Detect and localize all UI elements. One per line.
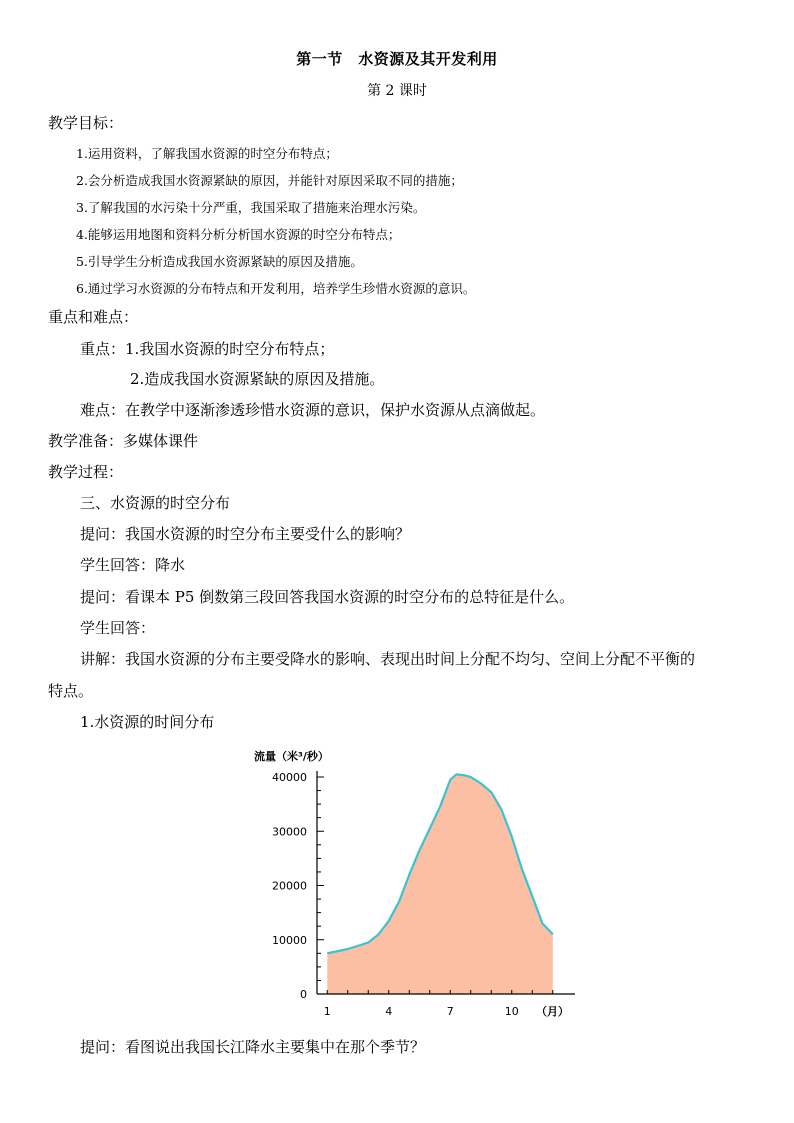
- answer-2: 学生回答：: [80, 619, 156, 637]
- goal-item: 1.运用资料，了解我国水资源的时空分布特点；: [76, 146, 338, 161]
- key-point-1: 重点：1.我国水资源的时空分布特点；: [80, 340, 335, 358]
- goal-item: 6.通过学习水资源的分布特点和开发利用，培养学生珍惜水资源的意识。: [76, 281, 476, 296]
- page-title: 第一节 水资源及其开发利用: [296, 50, 498, 68]
- goal-item: 5.引导学生分析造成我国水资源紧缺的原因及措施。: [76, 254, 363, 269]
- x-tick-label: 7: [446, 1005, 454, 1018]
- y-tick-label: 30000: [272, 825, 307, 839]
- y-tick-label: 0: [300, 988, 307, 1001]
- time-distribution-heading: 1.水资源的时间分布: [80, 713, 215, 731]
- river-flow-chart: [240, 740, 580, 1020]
- section-heading: 三、水资源的时空分布: [80, 494, 231, 512]
- y-axis-label: 流量（米³/秒）: [254, 750, 329, 763]
- x-tick-label: 4: [385, 1005, 393, 1018]
- y-tick-label: 20000: [272, 879, 307, 893]
- goal-item: 3.了解我国的水污染十分严重，我国采取了措施来治理水污染。: [76, 200, 426, 215]
- y-tick-label: 10000: [272, 933, 307, 947]
- difficult-point: 难点：在教学中逐渐渗透珍惜水资源的意识，保护水资源从点滴做起。: [80, 401, 546, 419]
- lesson-period: 第 2 课时: [367, 83, 427, 99]
- teaching-prep: 教学准备：多媒体课件: [48, 432, 199, 450]
- goal-item: 2.会分析造成我国水资源紧缺的原因，并能针对原因采取不同的措施；: [76, 173, 463, 188]
- process-heading: 教学过程：: [48, 463, 124, 481]
- explanation-line-2: 特点。: [48, 682, 94, 700]
- y-tick-label: 40000: [272, 771, 307, 784]
- explanation-line-1: 讲解：我国水资源的分布主要受降水的影响、表现出时间上分配不均匀、空间上分配不平衡的: [80, 650, 696, 668]
- key-point-2: 2.造成我国水资源紧缺的原因及措施。: [130, 370, 385, 388]
- x-axis-unit: （月）: [536, 1005, 569, 1018]
- goals-heading: 教学目标：: [48, 114, 124, 132]
- x-tick-label: 10: [504, 1005, 519, 1018]
- answer-1: 学生回答：降水: [80, 556, 186, 574]
- goal-item: 4.能够运用地图和资料分析分析国水资源的时空分布特点；: [76, 227, 401, 242]
- key-heading: 重点和难点：: [48, 308, 139, 326]
- question-2: 提问：看课本 P5 倒数第三段回答我国水资源的时空分布的总特征是什么。: [80, 588, 575, 606]
- x-tick-label: 1: [323, 1005, 331, 1018]
- question-3: 提问：看图说出我国长江降水主要集中在那个季节？: [80, 1038, 426, 1056]
- question-1: 提问：我国水资源的时空分布主要受什么的影响？: [80, 525, 411, 543]
